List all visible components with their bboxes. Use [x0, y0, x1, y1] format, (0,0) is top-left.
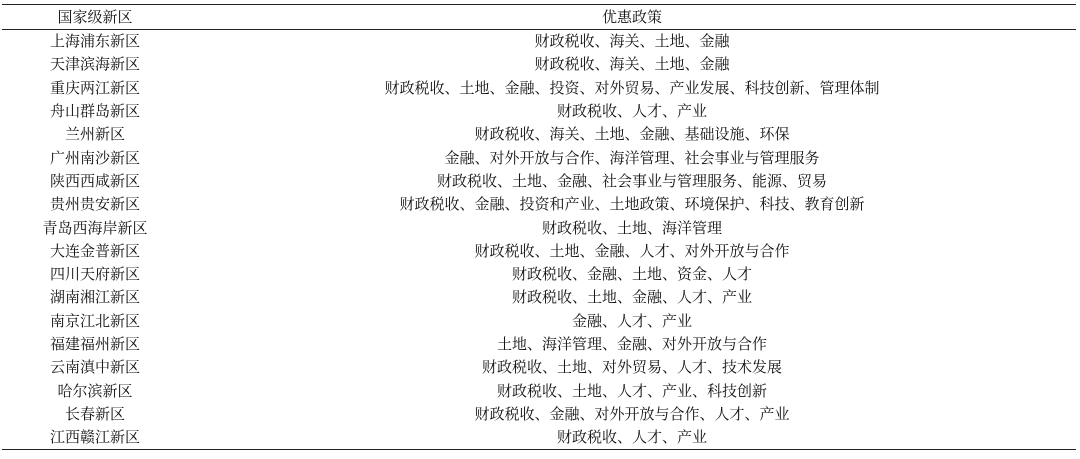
- area-name-cell: 广州南沙新区: [49, 148, 140, 167]
- policy-table-container: [2, 4, 1076, 450]
- policy-cell: 财政税收、金融、投资和产业、土地政策、环境保护、科技、教育创新: [399, 195, 865, 214]
- area-name-cell: 江西赣江新区: [49, 428, 140, 447]
- policy-cell: 财政税收、海关、土地、金融: [534, 32, 730, 51]
- table-row: [2, 170, 1076, 193]
- table-row: [2, 53, 1076, 76]
- policy-cell: 财政税收、土地、人才、产业、科技创新: [496, 381, 767, 400]
- area-name-cell: 青岛西海岸新区: [42, 218, 148, 237]
- table-row: [2, 146, 1076, 169]
- table-row: [2, 263, 1076, 286]
- area-name-cell: 兰州新区: [64, 125, 125, 144]
- area-name-cell: 贵州贵安新区: [49, 195, 140, 214]
- area-name-cell: 湖南湘江新区: [49, 288, 140, 307]
- policy-cell: 财政税收、人才、产业: [556, 428, 707, 447]
- policy-cell: 财政税收、海关、土地、金融: [534, 55, 730, 74]
- policy-cell: 财政税收、土地、对外贸易、人才、技术发展: [481, 358, 782, 377]
- area-name-cell: 天津滨海新区: [49, 55, 140, 74]
- table-row: [2, 30, 1076, 54]
- area-name-cell: 大连金普新区: [49, 241, 140, 260]
- table-row: [2, 123, 1076, 146]
- policy-cell: 财政税收、海关、土地、金融、基础设施、环保: [474, 125, 790, 144]
- policy-cell: 财政税收、土地、金融、投资、对外贸易、产业发展、科技创新、管理体制: [384, 78, 880, 97]
- header-preferential-policies: 优惠政策: [601, 7, 662, 26]
- policy-cell: 土地、海洋管理、金融、对外开放与合作: [496, 335, 767, 353]
- table-row: [2, 240, 1076, 263]
- table-row: [2, 286, 1076, 309]
- area-name-cell: 哈尔滨新区: [57, 381, 133, 400]
- area-name-cell: 重庆两江新区: [49, 78, 140, 97]
- table-row: [2, 403, 1076, 426]
- area-name-cell: 四川天府新区: [49, 265, 140, 284]
- area-name-cell: 陕西西咸新区: [49, 171, 140, 190]
- policy-cell: 金融、对外开放与合作、海洋管理、社会事业与管理服务: [444, 148, 820, 167]
- area-name-cell: 福建福州新区: [49, 335, 140, 353]
- area-name-cell: 南京江北新区: [49, 311, 140, 330]
- table-header-row: [2, 5, 1076, 30]
- table-row: [2, 193, 1076, 216]
- policy-cell: 财政税收、土地、金融、社会事业与管理服务、能源、贸易: [436, 171, 827, 190]
- policy-cell: 财政税收、金融、土地、资金、人才: [511, 265, 752, 284]
- area-name-cell: 长春新区: [64, 404, 125, 423]
- policy-cell: 财政税收、土地、海洋管理: [541, 218, 722, 237]
- policy-cell: 财政税收、人才、产业: [556, 102, 707, 121]
- policy-cell: 财政税收、土地、金融、人才、产业: [511, 288, 752, 307]
- area-name-cell: 舟山群岛新区: [49, 102, 140, 121]
- table-row: [2, 379, 1076, 402]
- table-row: [2, 310, 1076, 333]
- table-row: [2, 100, 1076, 123]
- table-row: [2, 333, 1076, 356]
- area-name-cell: 云南滇中新区: [49, 358, 140, 377]
- policy-cell: 财政税收、土地、金融、人才、对外开放与合作: [474, 241, 790, 260]
- table-row: [2, 426, 1076, 450]
- area-name-cell: 上海浦东新区: [49, 32, 140, 51]
- policy-table: [2, 4, 1076, 450]
- policy-cell: 财政税收、金融、对外开放与合作、人才、产业: [474, 404, 790, 423]
- header-new-area: 国家级新区: [57, 7, 133, 26]
- table-row: [2, 216, 1076, 239]
- table-row: [2, 356, 1076, 379]
- policy-cell: 金融、人才、产业: [571, 311, 692, 330]
- table-row: [2, 77, 1076, 100]
